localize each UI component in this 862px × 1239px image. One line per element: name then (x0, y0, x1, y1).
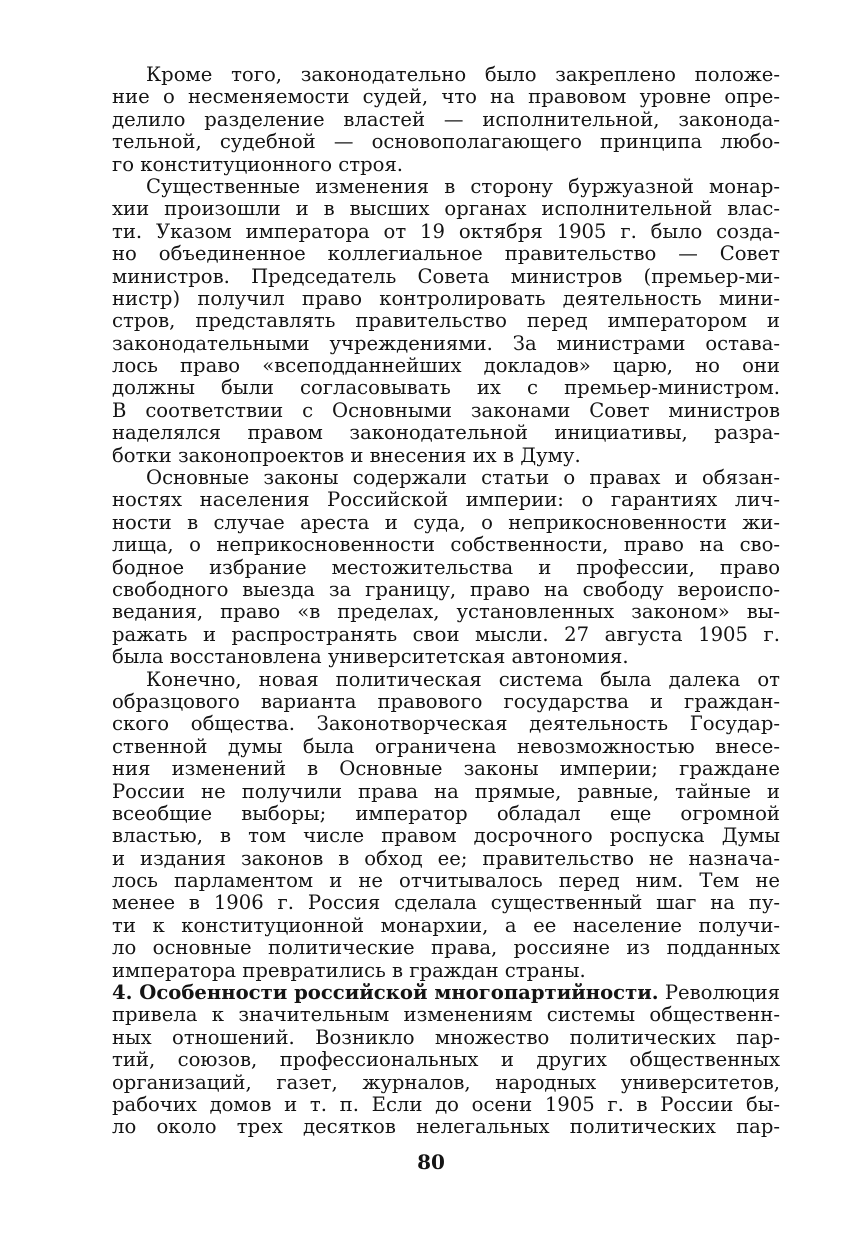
text-line: Существенные изменения в сторону буржуазной монар- (146, 174, 780, 198)
text-line: ло около трех десятков нелегальных политических пар- (112, 1115, 780, 1139)
text-line: России не получили права на прямые, равные, тайные и (112, 779, 780, 803)
text-line: Кроме того, законодательно было закреплено положе- (146, 63, 780, 86)
text-line: ных отношений. Возникло множество политических пар- (112, 1025, 780, 1049)
text-line: ния изменений в Основные законы империи; граждане (112, 757, 780, 781)
text-line: ведания, право «в пределах, установленных законом» вы- (112, 600, 780, 624)
text-line: бодное избрание местожительства и профессии, право (112, 555, 780, 579)
text-line: нистр) получил право контролировать деятельность мини- (112, 286, 780, 310)
text-line: министров. Председатель Совета министров (премьер-ми- (112, 264, 780, 288)
text-line: ти. Указом императора от 19 октября 1905 г. было созда- (112, 219, 780, 243)
text-line: наделялся правом законодательной инициативы, разра- (112, 421, 780, 445)
text-line: Основные законы содержали статьи о правах и обязан- (146, 466, 780, 490)
text-line: ло основные политические права, россияне из подданных (112, 936, 780, 960)
text-line: ботки законопроектов и внесения их в Думу. (112, 443, 581, 467)
text-line: лища, о неприкосновенности собственности, право на сво- (112, 533, 780, 557)
section (112, 982, 780, 1139)
text-line: и издания законов в обход ее; правительство не назнача- (112, 846, 780, 870)
text-line: тельной, судебной — основополагающего принципа любо- (112, 130, 780, 154)
paragraph (112, 176, 780, 467)
paragraph (112, 467, 780, 669)
text-line: ского общества. Законотворческая деятельность Государ- (112, 712, 780, 736)
section-heading-continuation: Революция (664, 981, 780, 1005)
text-line: привела к значительным изменениям системы общественн- (112, 1003, 780, 1027)
text-line: лось парламентом и не отчитывалось перед ним. Тем не (112, 869, 780, 893)
page-number: 80 (417, 1150, 445, 1174)
text-line: менее в 1906 г. Россия сделала существенный шаг на пу- (112, 891, 780, 915)
text-line: хии произошли и в высших органах исполнительной влас- (112, 197, 780, 221)
section-first-line (112, 982, 780, 1004)
text-line: властью, в том числе правом досрочного роспуска Думы (112, 824, 780, 848)
text-line: была восстановлена университетская автономия. (112, 645, 629, 669)
text-line: должны были согласовывать их с премьер-министром. (112, 376, 780, 400)
section-heading: 4. Особенности российской многопартийности. (112, 981, 659, 1005)
text-line: Конечно, новая политическая система была далека от (146, 667, 780, 691)
text-line: образцового варианта правового государства и граждан- (112, 689, 780, 713)
page-body (112, 64, 780, 1139)
paragraph (112, 669, 780, 982)
text-line: рабочих домов и т. п. Если до осени 1905 г. в России бы- (112, 1092, 780, 1116)
text-line: тий, союзов, профессиональных и других общественных (112, 1048, 780, 1072)
text-line: лось право «всеподданнейших докладов» царю, но они (112, 354, 780, 378)
text-line: свободного выезда за границу, право на свободу вероиспо- (112, 577, 780, 601)
text-line: ности в случае ареста и суда, о неприкосновенности жи- (112, 510, 780, 534)
paragraph (112, 64, 780, 176)
text-line: ти к конституционной монархии, а ее население получи- (112, 913, 780, 937)
text-line: ственной думы была ограничена невозможностью внесе- (112, 734, 780, 758)
text-line: законодательными учреждениями. За министрами остава- (112, 331, 780, 355)
text-line: го конституционного строя. (112, 152, 404, 176)
text-line: всеобщие выборы; император обладал еще огромной (112, 801, 780, 825)
text-line: организаций, газет, журналов, народных университетов, (112, 1070, 780, 1094)
text-line: императора превратились в граждан страны. (112, 958, 586, 982)
text-line: стров, представлять правительство перед императором и (112, 309, 780, 333)
text-line: ние о несменяемости судей, что на правовом уровне опре- (112, 85, 780, 109)
text-line: ражать и распространять свои мысли. 27 августа 1905 г. (112, 622, 780, 646)
text-line: В соответствии с Основными законами Совет министров (112, 398, 780, 422)
text-line: делило разделение властей — исполнительной, законода- (112, 107, 780, 131)
text-line: ностях населения Российской империи: о гарантиях лич- (112, 488, 780, 512)
text-line: но объединенное коллегиальное правительство — Совет (112, 242, 780, 266)
